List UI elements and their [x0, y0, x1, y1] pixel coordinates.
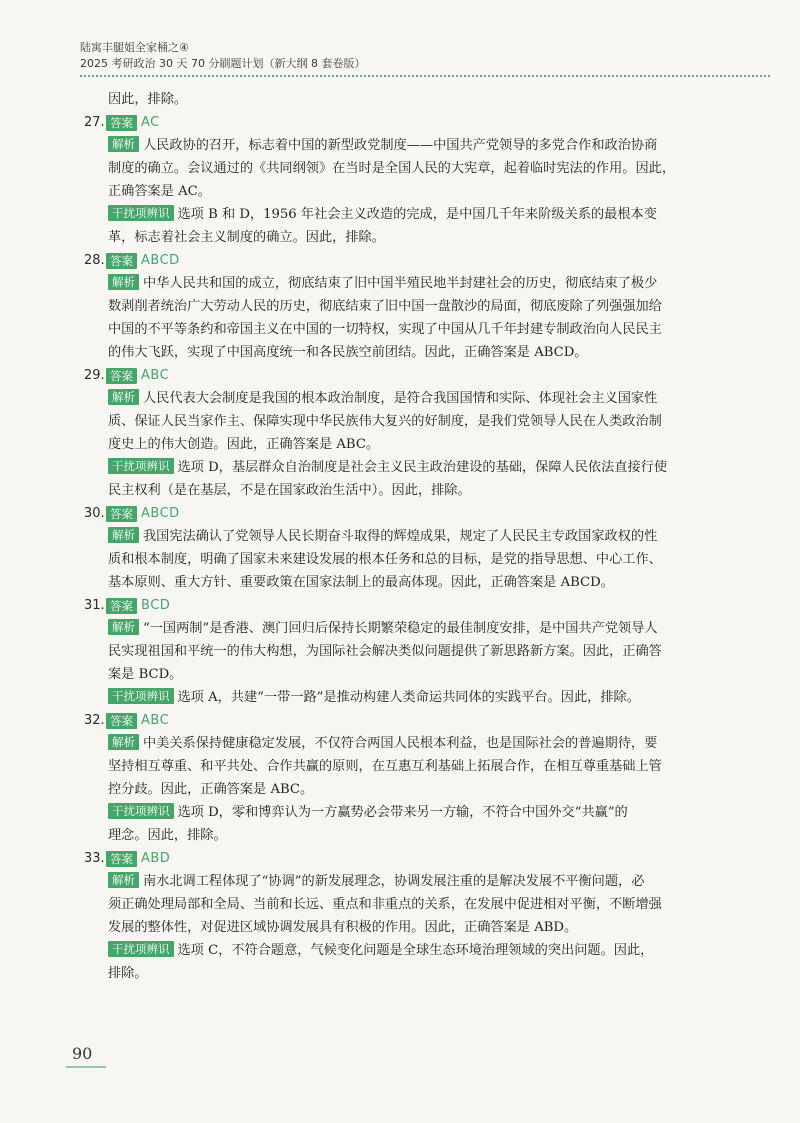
analysis-line — [108, 180, 764, 203]
question-number: 29. — [84, 368, 105, 383]
question-block — [84, 847, 764, 985]
answer-key: ABC — [141, 368, 170, 383]
question-block — [84, 709, 764, 847]
analysis-text: 案是 BCD。 — [108, 667, 183, 682]
analysis-line — [108, 571, 764, 594]
analysis-text: 度史上的伟大创造。因此，正确答案是 ABC。 — [108, 437, 380, 452]
analysis-text: 坚持相互尊重、和平共处、合作共赢的原则，在互惠互利基础上拓展合作，在相互尊重基础上管 — [108, 759, 662, 774]
distractor-line — [108, 456, 764, 479]
analysis-line — [108, 755, 764, 778]
distractor-paragraph — [84, 801, 764, 847]
distractor-line — [108, 801, 764, 824]
analysis-text: 控分歧。因此，正确答案是 ABC。 — [108, 782, 314, 797]
answer-tag: 答案 — [106, 713, 137, 729]
analysis-text: 中国的不平等条约和帝国主义在中国的一切特权，实现了中国从几千年封建专制政治向人民民主 — [108, 322, 662, 337]
analysis-line — [108, 410, 764, 433]
header-series-title: 陆寓丰腿姐全家桶之④ — [80, 41, 189, 54]
question-block — [84, 249, 764, 364]
analysis-text: 质、保证人民当家作主、保障实现中华民族伟大复兴的好制度，是我们党领导人民在人类政治制 — [108, 414, 662, 429]
answer-tag: 答案 — [106, 598, 137, 614]
analysis-line — [108, 387, 764, 410]
header-book-title: 2025 考研政治 30 天 70 分刷题计划（新大纲 8 套卷版） — [80, 57, 366, 70]
distractor-tag: 干扰项辨识 — [108, 205, 174, 221]
analysis-line — [108, 870, 764, 893]
analysis-text: 的伟大飞跃，实现了中国高度统一和各民族空前团结。因此，正确答案是 ABCD。 — [108, 345, 588, 360]
question-block — [84, 594, 764, 709]
analysis-tag: 解析 — [108, 274, 139, 290]
analysis-tag: 解析 — [108, 527, 139, 543]
analysis-text: 质和根本制度，明确了国家未来建设发展的根本任务和总的目标，是党的指导思想、中心工作、 — [108, 552, 662, 567]
answer-row — [84, 249, 764, 272]
distractor-text: 民主权利（是在基层，不是在国家政治生活中）。因此，排除。 — [108, 483, 471, 498]
answer-row — [84, 364, 764, 387]
distractor-tag: 干扰项辨识 — [108, 458, 174, 474]
analysis-text: 须正确处理局部和全局、当前和长远、重点和非重点的关系，在发展中促进相对平衡，不断增强 — [108, 897, 662, 912]
analysis-line — [108, 134, 764, 157]
answer-key: ABD — [141, 851, 171, 866]
distractor-line — [108, 824, 764, 847]
answer-tag: 答案 — [106, 851, 137, 867]
page-number: 90 — [72, 1044, 93, 1063]
answer-tag: 答案 — [106, 368, 137, 384]
analysis-tag: 解析 — [108, 136, 139, 152]
analysis-paragraph — [84, 617, 764, 686]
analysis-text: 人民代表大会制度是我国的根本政治制度，是符合我国国情和实际、体现社会主义国家性 — [143, 391, 658, 406]
analysis-paragraph — [84, 525, 764, 594]
analysis-line — [108, 617, 764, 640]
analysis-text: 南水北调工程体现了“协调”的新发展理念，协调发展注重的是解决发展不平衡问题，必 — [143, 874, 645, 889]
distractor-line — [108, 479, 764, 502]
answer-row — [84, 709, 764, 732]
distractor-line — [108, 686, 764, 709]
analysis-line — [108, 433, 764, 456]
answer-key: ABCD — [141, 253, 180, 268]
answer-key: BCD — [141, 598, 171, 613]
distractor-text: 革，标志着社会主义制度的确立。因此，排除。 — [108, 230, 385, 245]
distractor-paragraph — [84, 939, 764, 985]
distractor-text: 理念。因此，排除。 — [108, 828, 227, 843]
running-header — [80, 40, 770, 72]
analysis-line — [108, 341, 764, 364]
analysis-line — [108, 916, 764, 939]
analysis-line — [108, 157, 764, 180]
answer-row — [84, 111, 764, 134]
analysis-tag: 解析 — [108, 389, 139, 405]
distractor-tag: 干扰项辨识 — [108, 941, 174, 957]
answer-key: ABCD — [141, 506, 180, 521]
analysis-text: 数剥削者统治广大劳动人民的历史，彻底结束了旧中国一盘散沙的局面，彻底废除了列强强加给 — [108, 299, 662, 314]
analysis-line — [108, 640, 764, 663]
distractor-paragraph — [84, 456, 764, 502]
analysis-text: 中美关系保持健康稳定发展，不仅符合两国人民根本利益，也是国际社会的普遍期待，要 — [143, 736, 658, 751]
analysis-line — [108, 732, 764, 755]
answer-key: AC — [141, 115, 160, 130]
distractor-line — [108, 939, 764, 962]
analysis-line — [108, 272, 764, 295]
distractor-text: 选项 A，共建“一带一路”是推动构建人类命运共同体的实践平台。因此，排除。 — [177, 690, 640, 705]
analysis-line — [108, 525, 764, 548]
question-number: 28. — [84, 253, 105, 268]
analysis-paragraph — [84, 732, 764, 801]
analysis-text: 我国宪法确认了党领导人民长期奋斗取得的辉煌成果，规定了人民民主专政国家政权的性 — [143, 529, 658, 544]
analysis-line — [108, 663, 764, 686]
page-number-underline — [66, 1066, 106, 1068]
answer-key: ABC — [141, 713, 170, 728]
answer-tag: 答案 — [106, 506, 137, 522]
analysis-text: 制度的确立。会议通过的《共同纲领》在当时是全国人民的大宪章，起着临时宪法的作用。因此， — [108, 161, 676, 176]
analysis-paragraph — [84, 134, 764, 203]
question-number: 30. — [84, 506, 105, 521]
distractor-text: 选项 D，基层群众自治制度是社会主义民主政治建设的基础，保障人民依法直接行使 — [177, 460, 668, 475]
question-number: 27. — [84, 115, 105, 130]
header-divider — [80, 75, 770, 77]
question-number: 33. — [84, 851, 105, 866]
distractor-tag: 干扰项辨识 — [108, 688, 174, 704]
analysis-tag: 解析 — [108, 619, 139, 635]
analysis-text: 发展的整体性，对促进区域协调发展具有积极的作用。因此，正确答案是 ABD。 — [108, 920, 578, 935]
analysis-text: 正确答案是 AC。 — [108, 184, 211, 199]
distractor-text: 选项 D，零和博弈认为一方赢势必会带来另一方输，不符合中国外交“共赢”的 — [177, 805, 628, 820]
analysis-line — [108, 548, 764, 571]
distractor-text: 选项 B 和 D，1956 年社会主义改造的完成，是中国几千年来阶级关系的最根本变 — [177, 207, 657, 222]
analysis-line — [108, 318, 764, 341]
answer-tag: 答案 — [106, 115, 137, 131]
analysis-line — [108, 295, 764, 318]
distractor-line — [108, 962, 764, 985]
carryover-text: 因此，排除。 — [108, 92, 188, 107]
answer-explanations — [84, 88, 764, 985]
answer-row — [84, 502, 764, 525]
analysis-paragraph — [84, 870, 764, 939]
question-number: 31. — [84, 598, 105, 613]
question-list — [84, 111, 764, 985]
question-number: 32. — [84, 713, 105, 728]
analysis-line — [108, 893, 764, 916]
analysis-tag: 解析 — [108, 872, 139, 888]
question-block — [84, 364, 764, 502]
distractor-text: 选项 C，不符合题意，气候变化问题是全球生态环境治理领域的突出问题。因此， — [177, 943, 654, 958]
answer-row — [84, 847, 764, 870]
analysis-tag: 解析 — [108, 734, 139, 750]
question-block — [84, 111, 764, 249]
analysis-text: 中华人民共和国的成立，彻底结束了旧中国半殖民地半封建社会的历史，彻底结束了极少 — [143, 276, 658, 291]
analysis-text: “一国两制”是香港、澳门回归后保持长期繁荣稳定的最佳制度安排，是中国共产党领导人 — [143, 621, 658, 636]
distractor-paragraph — [84, 203, 764, 249]
answer-row — [84, 594, 764, 617]
distractor-tag: 干扰项辨识 — [108, 803, 174, 819]
question-block — [84, 502, 764, 594]
analysis-text: 民实现祖国和平统一的伟大构想，为国际社会解决类似问题提供了新思路新方案。因此，正确答 — [108, 644, 662, 659]
distractor-paragraph — [84, 686, 764, 709]
answer-tag: 答案 — [106, 253, 137, 269]
distractor-line — [108, 226, 764, 249]
analysis-text: 人民政协的召开，标志着中国的新型政党制度——中国共产党领导的多党合作和政治协商 — [143, 138, 658, 153]
distractor-line — [108, 203, 764, 226]
analysis-paragraph — [84, 387, 764, 456]
analysis-line — [108, 778, 764, 801]
analysis-paragraph — [84, 272, 764, 364]
distractor-text: 排除。 — [108, 966, 148, 981]
analysis-text: 基本原则、重大方针、重要政策在国家法制上的最高体现。因此，正确答案是 ABCD。 — [108, 575, 614, 590]
